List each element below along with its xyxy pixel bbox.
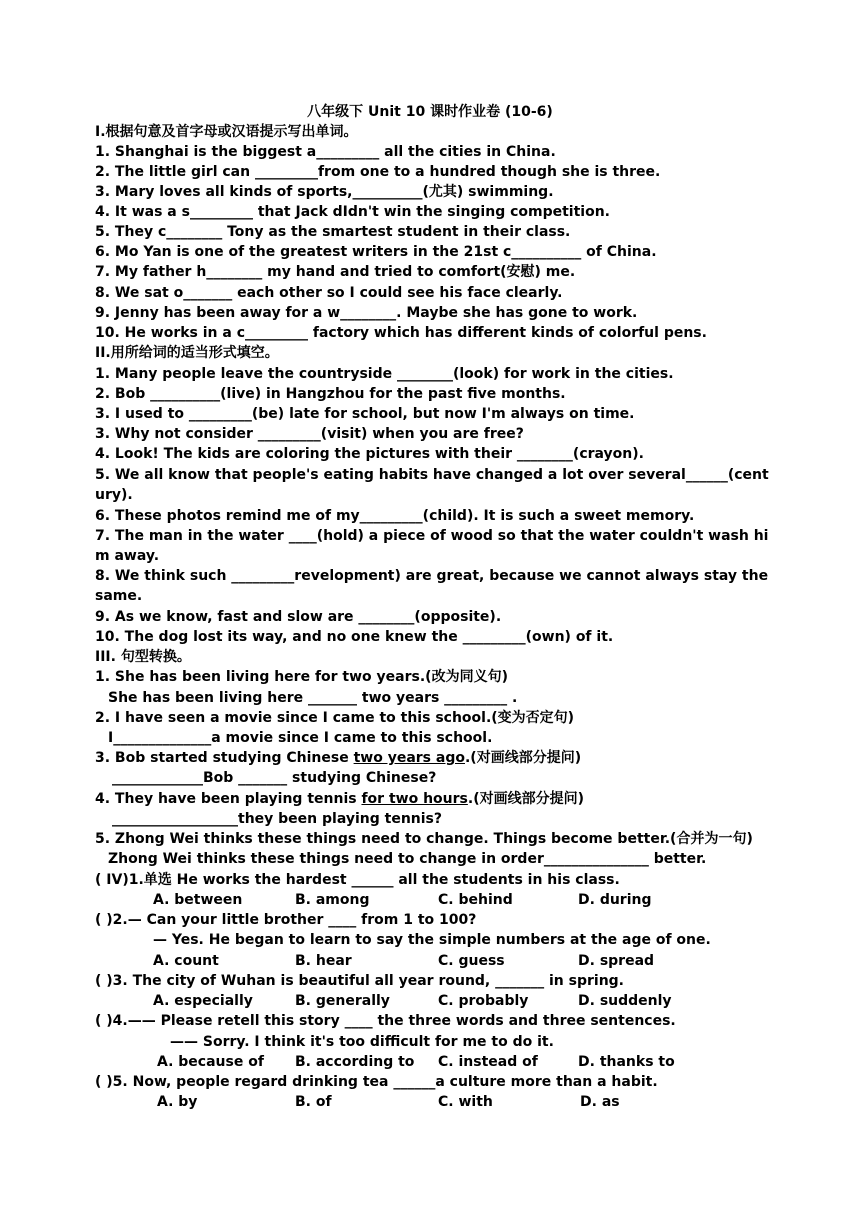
section-1-item: 3. Mary loves all kinds of sports,__________(尤其) swimming. [95,184,554,200]
choice-option: C. with [438,1094,493,1110]
section-2-item: 3. Why not consider _________(visit) when you are free? [95,426,524,442]
choice-option: B. hear [295,953,352,969]
section-1-item: 7. My father h________ my hand and tried to comfort(安慰) me. [95,264,576,280]
section-2-item: 4. Look! The kids are coloring the pictures with their ________(crayon). [95,446,644,462]
choice-option: D. during [578,892,652,908]
section-3-question: 1. She has been living here for two years.(改为同义句) [95,669,508,685]
choice-option: A. because of [157,1054,264,1070]
section-3-answer-line: Zhong Wei thinks these things need to change in order_______________ better. [108,851,707,867]
choice-question: ( )3. The city of Wuhan is beautiful all year round, _______ in spring. [95,973,624,989]
section-2-item: 7. The man in the water ____(hold) a piece of wood so that the water couldn't wash him away. [95,528,769,564]
choice-question-answer: —— Sorry. I think it's too difficult for me to do it. [170,1034,554,1050]
choice-option: A. by [157,1094,198,1110]
choice-option: B. generally [295,993,390,1009]
choice-option: D. spread [578,953,655,969]
underlined-phrase: two years ago [353,750,465,766]
page-title: 八年级下 Unit 10 课时作业卷 (10-6) [307,104,553,120]
section-1-item: 8. We sat o_______ each other so I could see his face clearly. [95,285,563,301]
choice-option: A. especially [153,993,253,1009]
section-3-answer-line: She has been living here _______ two years _________ . [108,690,518,706]
question-instruction: .(对画线部分提问) [467,791,584,807]
choice-option: B. among [295,892,370,908]
section-3-answer-line: I______________a movie since I came to this school. [108,730,493,746]
section-3-answer-line: __________________they been playing tennis? [112,811,443,827]
underlined-phrase: for two hours [361,791,468,807]
section-1-item: 1. Shanghai is the biggest a_________ all the cities in China. [95,144,556,160]
question-text: 4. They have been playing tennis [95,791,362,807]
section-2-item: 9. As we know, fast and slow are ________(opposite). [95,609,502,625]
section-2-item: 10. The dog lost its way, and no one knew the _________(own) of it. [95,629,614,645]
question-text: 3. Bob started studying Chinese [95,750,354,766]
section-1-item: 10. He works in a c_________ factory which has different kinds of colorful pens. [95,325,707,341]
choice-option: D. as [580,1094,620,1110]
section-3-question [95,748,775,768]
question-instruction: .(对画线部分提问) [464,750,582,766]
section-1-item: 9. Jenny has been away for a w________. Maybe she has gone to work. [95,305,638,321]
section-1-item: 5. They c________ Tony as the smartest student in their class. [95,224,571,240]
choice-option: A. count [153,953,219,969]
section-3-heading: III. 句型转换。 [95,649,191,665]
choice-option: C. guess [438,953,505,969]
choice-option: C. behind [438,892,513,908]
section-3-answer-line: _____________Bob _______ studying Chinese? [112,770,437,786]
section-2-item: 5. We all know that people's eating habits have changed a lot over several______(century). [95,467,769,503]
choice-option: A. between [153,892,243,908]
choice-option: B. according to [295,1054,415,1070]
choice-question: ( )2.— Can your little brother ____ from 1 to 100? [95,912,477,928]
section-1-heading: I.根据句意及首字母或汉语提示写出单词。 [95,124,358,140]
choice-option: C. probably [438,993,529,1009]
section-1-item: 6. Mo Yan is one of the greatest writers in the 21st c__________ of China. [95,244,657,260]
section-2-item: 1. Many people leave the countryside ________(look) for work in the cities. [95,366,674,382]
section-2-item: 3. I used to _________(be) late for school, but now I'm always on time. [95,406,635,422]
choice-option: C. instead of [438,1054,538,1070]
choice-question: ( )4.—— Please retell this story ____ the three words and three sentences. [95,1013,676,1029]
section-1-item: 4. It was a s_________ that Jack dIdn't win the singing competition. [95,204,610,220]
choice-option: D. thanks to [578,1054,675,1070]
section-3-question: 2. I have seen a movie since I came to this school.(变为否定句) [95,710,575,726]
choice-question: ( IV)1.单选 He works the hardest ______ all the students in his class. [95,872,620,888]
section-2-item: 8. We think such _________revelopment) are great, because we cannot always stay the same. [95,568,769,604]
choice-option: B. of [295,1094,332,1110]
section-3-question [95,789,775,809]
section-2-item: 6. These photos remind me of my_________(child). It is such a sweet memory. [95,508,695,524]
choice-question: ( )5. Now, people regard drinking tea ______a culture more than a habit. [95,1074,658,1090]
section-2-item: 2. Bob __________(live) in Hangzhou for the past five months. [95,386,566,402]
section-3-question: 5. Zhong Wei thinks these things need to change. Things become better.(合并为一句) [95,831,753,847]
choice-option: D. suddenly [578,993,672,1009]
section-1-item: 2. The little girl can _________from one to a hundred though she is three. [95,164,661,180]
section-2-heading: II.用所给词的适当形式填空。 [95,345,279,361]
choice-question-answer: — Yes. He began to learn to say the simple numbers at the age of one. [153,932,711,948]
